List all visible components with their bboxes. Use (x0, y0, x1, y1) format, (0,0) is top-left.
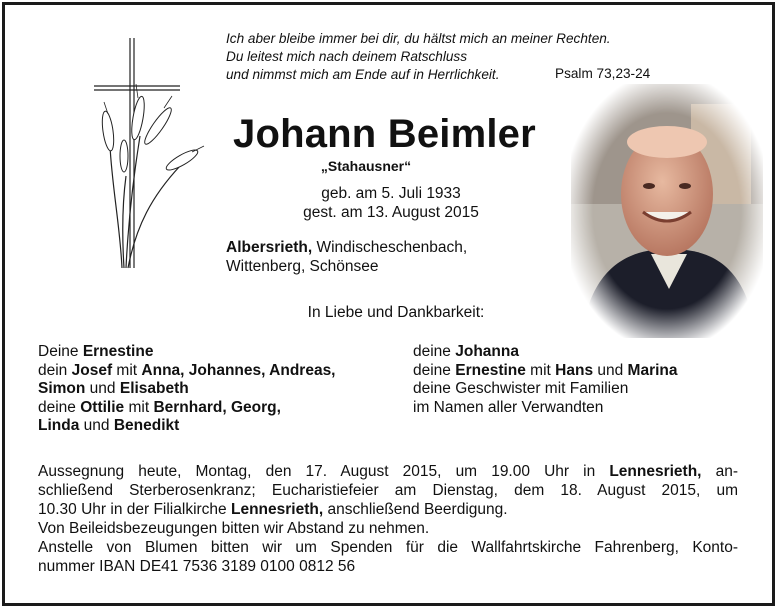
cross-with-wheat-icon (92, 36, 212, 276)
verse-reference: Psalm 73,23-24 (555, 66, 651, 81)
mourner-line: dein Josef mit Anna, Johannes, Andreas, (38, 361, 336, 379)
mourner-line: deine Geschwister mit Familien (413, 380, 629, 397)
verse-line-1: Ich aber bleibe immer bei dir, du hältst mich an meiner Rechten. (226, 31, 611, 46)
info-line: Von Beileidsbezeugungen bitten wir Abstand zu nehmen. (38, 520, 430, 537)
thanks-line: In Liebe und Dankbarkeit: (307, 304, 485, 321)
mourner-line: Simon und Elisabeth (38, 380, 189, 397)
mourner-line: deine Ernestine mit Hans und Marina (413, 361, 678, 379)
service-info (38, 462, 738, 576)
portrait-image (571, 84, 763, 338)
mourners-right (413, 343, 678, 417)
deceased-nickname: „Stahausner“ (320, 158, 412, 174)
info-line: nummer IBAN DE41 7536 3189 0100 0812 56 (38, 558, 356, 575)
info-line: Anstelle von Blumen bitten wir um Spenden für die Wallfahrtskirche Fahrenberg, Konto- (38, 539, 738, 556)
info-line: 10.30 Uhr in der Filialkirche Lennesrieth, anschließend Beerdigung. (38, 501, 508, 518)
verse-line-2: Du leitest mich nach deinem Ratschluss (226, 49, 468, 64)
place-second-line: Wittenberg, Schönsee (226, 258, 379, 275)
bible-verse (226, 30, 611, 84)
places (226, 238, 467, 276)
info-line: schließend Sterberosenkranz; Eucharistiefeier am Dienstag, dem 18. August 2015, um (38, 482, 738, 499)
place-main: Albersrieth, (226, 239, 313, 256)
mourner-line: Linda und Benedikt (38, 417, 180, 434)
portrait-photo (571, 84, 763, 338)
info-line: Aussegnung heute, Montag, den 17. August 2015, um 19.00 Uhr in Lennesrieth, an- (38, 463, 739, 480)
death-date: gest. am 13. August 2015 (303, 204, 479, 221)
mourner-line: deine Johanna (413, 343, 519, 360)
place-rest: Windischeschenbach, (312, 239, 468, 256)
mourner-line: Deine Ernestine (38, 343, 154, 360)
birth-date: geb. am 5. Juli 1933 (321, 185, 461, 202)
deceased-name: Johann Beimler (233, 112, 536, 156)
mourners-left (38, 343, 336, 436)
life-dates (276, 184, 506, 222)
verse-line-3: und nimmst mich am Ende auf in Herrlichkeit. (226, 67, 500, 82)
mourner-line: im Namen aller Verwandten (413, 398, 604, 416)
mourner-line: deine Ottilie mit Bernhard, Georg, (38, 398, 281, 416)
